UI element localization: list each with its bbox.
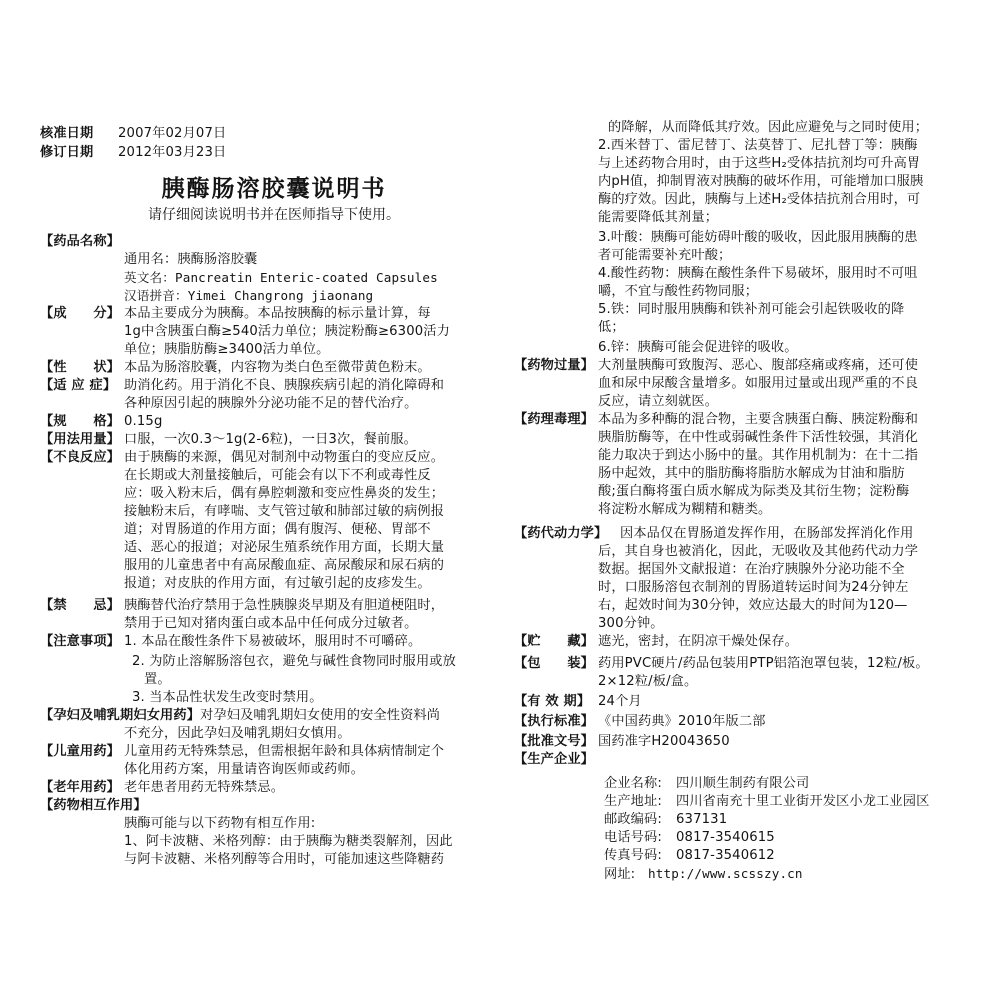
precautions-line: 置。 <box>144 672 171 687</box>
company-zip-line <box>604 812 727 828</box>
pharmacology-label: 【药理毒理】 <box>514 412 595 427</box>
pharmacology-line: 本品为多种酶的混合物，主要含胰蛋白酶、胰淀粉酶和 <box>598 412 919 427</box>
contra-label: 【禁 忌】 <box>40 598 121 613</box>
company-name: 四川顺生制药有限公司 <box>676 776 810 791</box>
spec-label: 【规 格】 <box>40 414 121 429</box>
elderly-text: 老年患者用药无特殊禁忌。 <box>124 780 285 795</box>
ingredients-line: 1g中含胰蛋白酶≥540活力单位；胰淀粉酶≥6300活力 <box>124 324 450 339</box>
package-label: 【包 装】 <box>514 656 595 671</box>
children-line: 儿童用药无特殊禁忌，但需根据年龄和具体病情制定个 <box>124 744 445 759</box>
ingredients-line: 单位；胰脂肪酶≥3400活力单位。 <box>124 342 330 357</box>
adverse-line: 在长期或大剂量接触后，可能会有以下不利或毒性反 <box>124 468 431 483</box>
interaction-cont-line: 与上述药物合用时，由于这些H₂受体拮抗剂均可升高胃 <box>598 156 921 171</box>
pharmacokinetics-line: 300分钟。 <box>598 616 664 631</box>
drug-name-label: 【药品名称】 <box>40 234 121 249</box>
children-line: 体化用药方案，用量请咨询医师或药师。 <box>124 762 365 777</box>
pharmacokinetics-line: 右，起效时间为30分钟，效应达最大的时间为120— <box>598 598 908 613</box>
company-zip-key: 邮政编码: <box>604 812 662 827</box>
interaction-cont-line: 能需要降低其剂量； <box>598 210 719 225</box>
interaction-line: 1、阿卡波糖、米格列醇：由于胰酶为糖类裂解剂，因此 <box>124 834 453 849</box>
approval-label: 【批准文号】 <box>514 734 595 749</box>
company-address: 四川省南充十里工业街开发区小龙工业园区 <box>676 794 930 809</box>
pharmacology-line: 将淀粉水解成为糊精和糖类。 <box>598 502 772 517</box>
company-address-line <box>604 794 929 810</box>
dosage-label: 【用法用量】 <box>40 432 121 447</box>
interaction-cont-line: 酶的疗效。因此，胰酶与上述H₂受体拮抗剂合用时，可 <box>598 192 921 207</box>
indications-label: 【适 应 症】 <box>40 378 117 393</box>
interaction-cont-line: 6.锌：胰酶可能会促进锌的吸收。 <box>598 340 798 355</box>
pharmacology-line: 能力取决于到达小肠中的量。其作用机制为：在十二指 <box>598 448 919 463</box>
approve-date-line <box>40 126 226 142</box>
validity-text: 24个月 <box>598 694 642 709</box>
adverse-line: 道；对胃肠道的作用方面；偶有腹泻、便秘、胃部不 <box>124 522 431 537</box>
elderly-label: 【老年用药】 <box>40 780 121 795</box>
standard-text: 《中国药典》2010年版二部 <box>598 714 766 729</box>
pharmacokinetics-line: 因本品仅在胃肠道发挥作用，在肠部发挥消化作用 <box>620 526 914 541</box>
ingredients-label: 【成 分】 <box>40 306 121 321</box>
appearance-label: 【性 状】 <box>40 360 121 375</box>
english-name: 英文名：Pancreatin Enteric-coated Capsules <box>124 270 438 285</box>
company-tel-key: 电话号码: <box>604 830 662 845</box>
interaction-cont-line: 低； <box>598 320 625 335</box>
pharmacology-line: 酸;蛋白酶将蛋白质水解成为际类及其衍生物；淀粉酶 <box>598 484 910 499</box>
company-name-line <box>604 776 809 792</box>
company-web-line <box>604 866 803 883</box>
interaction-cont-line: 5.铁：同时服用胰酶和铁补剂可能会引起铁吸收的降 <box>598 302 905 317</box>
approve-label: 核准日期 <box>40 126 94 141</box>
pregnancy-label: 【孕妇及哺乳期妇女用药】 <box>40 708 201 723</box>
pharmacokinetics-line: 后，其自身也被消化，因此，无吸收及其他药代动力学 <box>598 544 919 559</box>
company-address-key: 生产地址: <box>604 794 662 809</box>
spec-text: 0.15g <box>124 414 163 429</box>
precautions-line: 2. 为防止溶解肠溶包衣，避免与碱性食物同时服用或放 <box>132 654 456 669</box>
revise-label: 修订日期 <box>40 145 94 160</box>
pharmacokinetics-line: 时，口服肠溶包衣制剂的胃肠道转运时间为24分钟左 <box>598 580 909 595</box>
contra-line: 胰酶替代治疗禁用于急性胰腺炎早期及有胆道梗阻时， <box>124 598 445 613</box>
contra-line: 禁用于已知对猪肉蛋白或本品中任何成分过敏者。 <box>124 616 418 631</box>
storage-text: 遮光，密封，在阴凉干燥处保存。 <box>598 634 799 649</box>
interaction-cont-line: 的降解，从而降低其疗效。因此应避免与之同时使用； <box>608 120 929 135</box>
right-column <box>514 0 970 1000</box>
company-tel: 0817-3540615 <box>676 830 775 845</box>
pharmacokinetics-label: 【药代动力学】 <box>514 526 608 541</box>
company-fax-key: 传真号码: <box>604 848 662 863</box>
company-label: 【生产企业】 <box>514 752 595 767</box>
adverse-line: 报道；对皮肤的作用方面，有过敏引起的皮疹发生。 <box>124 576 431 591</box>
interaction-cont-line: 3.叶酸：胰酶可能妨碍叶酸的吸收，因此服用胰酶的患 <box>598 230 918 245</box>
revise-date: 2012年03月23日 <box>118 145 227 160</box>
company-fax-line <box>604 848 775 864</box>
package-line: 药用PVC硬片/药品包装用PTP铝箔泡罩包装，12粒/板。 <box>598 656 929 671</box>
indications-line: 助消化药。用于消化不良、胰腺疾病引起的消化障碍和 <box>124 378 445 393</box>
dosage-text: 口服，一次0.3～1g(2-6粒)，一日3次，餐前服。 <box>124 432 418 447</box>
ingredients-line: 本品主要成分为胰酶。本品按胰酶的标示量计算，每 <box>124 306 431 321</box>
validity-label: 【有 效 期】 <box>514 694 591 709</box>
company-website[interactable]: http://www.scsszy.cn <box>648 866 803 881</box>
storage-label: 【贮 藏】 <box>514 634 595 649</box>
interaction-label: 【药物相互作用】 <box>40 798 147 813</box>
interaction-line: 胰酶可能与以下药物有相互作用: <box>124 816 316 831</box>
approve-date: 2007年02月07日 <box>118 126 227 141</box>
pregnancy-line: 对孕妇及哺乳期妇女使用的安全性资料尚 <box>200 708 441 723</box>
precautions-label: 【注意事项】 <box>40 634 121 649</box>
adverse-line: 服用的儿童患者中有高尿酸血症、高尿酸尿和尿石病的 <box>124 558 445 573</box>
company-web-key: 网址: <box>604 867 636 882</box>
appearance-text: 本品为肠溶胶囊，内容物为类白色至微带黄色粉末。 <box>124 360 431 375</box>
generic-name: 通用名：胰酶肠溶胶囊 <box>124 252 258 267</box>
interaction-cont-line: 者可能需要补充叶酸； <box>598 248 732 263</box>
revise-date-line <box>40 145 226 161</box>
interaction-cont-line: 2.西米替丁、雷尼替丁、法莫替丁、尼扎替丁等：胰酶 <box>598 138 918 153</box>
interaction-cont-line: 4.酸性药物：胰酶在酸性条件下易破坏，服用时不可咀 <box>598 266 918 281</box>
precautions-line: 1. 本品在酸性条件下易被破坏，服用时不可嚼碎。 <box>124 634 422 649</box>
company-tel-line <box>604 830 775 846</box>
interaction-cont-line: 内pH值，抑制胃液对胰酶的破坏作用，可能增加口服胰 <box>598 174 924 189</box>
company-name-key: 企业名称: <box>604 776 662 791</box>
approval-text: 国药准字H20043650 <box>598 734 730 749</box>
overdose-label: 【药物过量】 <box>514 358 595 373</box>
precautions-line: 3. 当本品性状发生改变时禁用。 <box>132 690 323 705</box>
adverse-line: 适、恶心的报道；对泌尿生殖系统作用方面，长期大量 <box>124 540 445 555</box>
standard-label: 【执行标准】 <box>514 714 595 729</box>
interaction-cont-line: 嚼，不宜与酸性药物同服； <box>598 284 759 299</box>
overdose-line: 反应，请立刻就医。 <box>598 394 719 409</box>
company-fax: 0817-3540612 <box>676 848 775 863</box>
pharmacokinetics-line: 数据。据国外文献报道：在治疗胰腺外分泌功能不全 <box>598 562 905 577</box>
adverse-label: 【不良反应】 <box>40 450 121 465</box>
left-column <box>40 0 508 1000</box>
children-label: 【儿童用药】 <box>40 744 121 759</box>
document-title: 胰酶肠溶胶囊说明书 <box>161 176 387 202</box>
adverse-line: 由于胰酶的来源，偶见对制剂中动物蛋白的变应反应。 <box>124 450 445 465</box>
pinyin-name: 汉语拼音：Yimei Changrong jiaonang <box>124 288 374 303</box>
pharmacology-line: 肠中起效，其中的脂肪酶将脂肪水解成为甘油和脂肪 <box>598 466 905 481</box>
adverse-line: 接触粉末后，有哮喘、支气管过敏和肺部过敏的病例报 <box>124 504 445 519</box>
pregnancy-line: 不充分，因此孕妇及哺乳期妇女慎用。 <box>124 726 351 741</box>
adverse-line: 应：吸入粉末后，偶有鼻腔刺激和变应性鼻炎的发生； <box>124 486 445 501</box>
company-zip: 637131 <box>676 812 728 827</box>
pharmacology-line: 胰脂肪酶等，在中性或弱碱性条件下活性较强，其消化 <box>598 430 919 445</box>
overdose-line: 大剂量胰酶可致腹泻、恶心、腹部痉痛或疼痛，还可使 <box>598 358 919 373</box>
overdose-line: 血和尿中尿酸含量增多。如服用过量或出现严重的不良 <box>598 376 919 391</box>
document-subtitle: 请仔细阅读说明书并在医师指导下使用。 <box>148 207 400 223</box>
interaction-line: 与阿卡波糖、米格列醇等合用时，可能加速这些降糖药 <box>124 852 445 867</box>
indications-line: 各种原因引起的胰腺外分泌功能不足的替代治疗。 <box>124 396 418 411</box>
package-line: 2×12粒/板/盒。 <box>598 674 698 689</box>
